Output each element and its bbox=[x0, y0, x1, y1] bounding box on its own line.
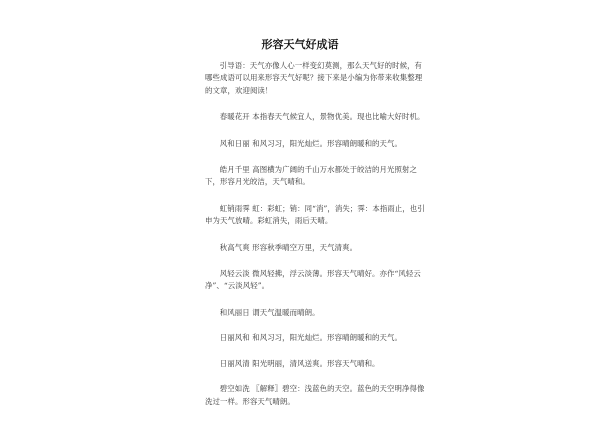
idiom-paragraph: 日丽风和 和风习习，阳光灿烂。形容晴朗暖和的天气。 bbox=[219, 333, 403, 343]
idiom-paragraph: 碧空如洗 〖解释〗碧空：浅蓝色的天空。蓝色的天空明净得像洗过一样。形容天气晴朗。 bbox=[205, 384, 425, 406]
intro-paragraph: 引导语：天气亦像人心一样变幻莫测，那么天气好的时候，有哪些成语可以用来形容天气好呢？接下来是小编为你带来收集整理的文章，欢迎阅读！ bbox=[205, 61, 423, 95]
idiom-paragraph: 风和日丽 和风习习，阳光灿烂。形容晴朗暖和的天气。 bbox=[219, 138, 403, 148]
document-body bbox=[205, 60, 429, 422]
idiom-paragraph: 日丽风清 阳光明丽，清风送爽。形容天气晴和。 bbox=[219, 358, 380, 368]
idiom-paragraph: 春暖花开 本指春天气候宜人，景物优美。现也比喻大好时机。 bbox=[219, 112, 425, 122]
idiom-paragraph: 虹销雨霁 虹：彩虹；销：同“消”，消失；霁：本指雨止，也引申为天气放晴。彩虹消失，雨后天晴。 bbox=[205, 203, 425, 226]
idiom-paragraph: 皓月千里 高图横为广阔的千山万水都处于皎洁的月光照射之下，形容月光皎洁，天气晴和。 bbox=[205, 165, 418, 187]
idiom-paragraph: 秋高气爽 形容秋季晴空万里，天气清爽。 bbox=[219, 242, 358, 252]
idiom-paragraph: 风轻云淡 微风轻拂，浮云淡薄。形容天气晴好。亦作“风轻云净”、“云淡风轻”。 bbox=[205, 269, 421, 291]
idiom-paragraph: 和风丽日 谓天气温暖而晴朗。 bbox=[219, 307, 320, 317]
document-title: 形容天气好成语 bbox=[261, 38, 339, 51]
